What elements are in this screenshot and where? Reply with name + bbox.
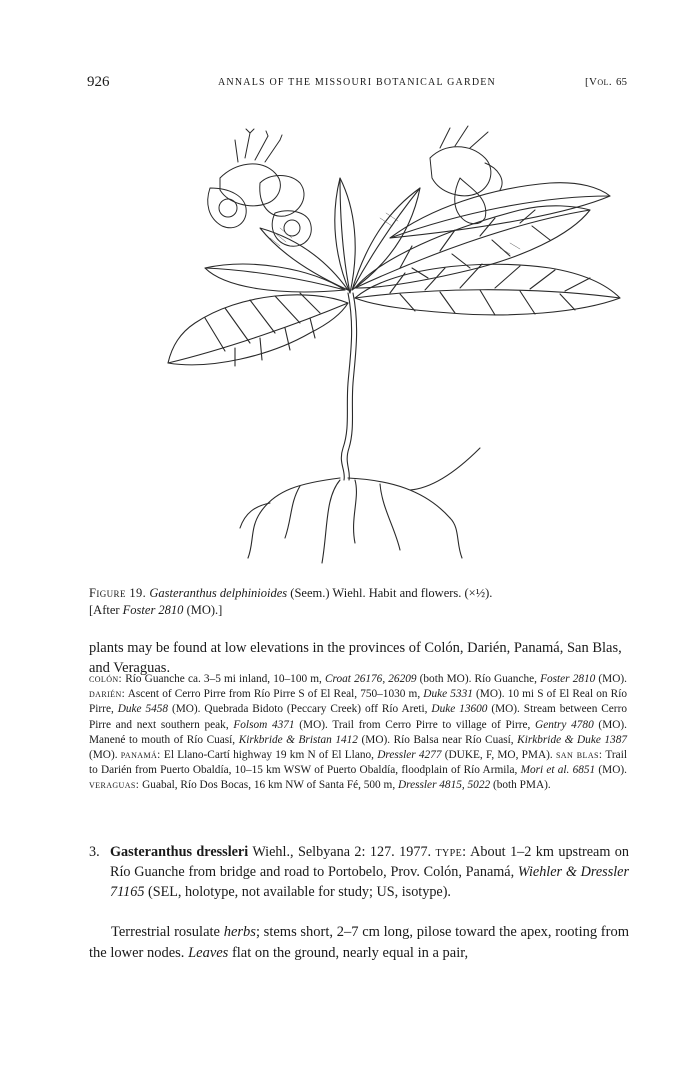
province-colon: colón: [89,673,123,685]
type-label: type: [435,844,467,860]
specimen-text: Guabal, Río Dos Bocas, 16 km NW of Santa Fé, 500 m, [139,779,398,792]
specimen-text: (MO). 10 mi S of El Real on Río Pirre, [89,688,627,716]
figure-source-collector: Foster 2810 [122,603,184,617]
specimen-text: Trail to Darién from Puerto Obaldía, 10–15 km WSW of Puerto Obaldía, floodplain of Río Armila, [89,749,627,777]
specimen-text: (both MO). Río Guanche, [416,673,541,685]
distribution-paragraph: plants may be found at low elevations in the provinces of Colón, Darién, Panamá, San Blas, and Veraguas. [89,640,622,676]
page-header [87,74,627,94]
specimen-text: (DUKE, F, MO, PMA). [441,749,556,762]
description-text: Terrestrial rosulate [111,924,224,940]
province-san-blas: san blas: [555,749,603,762]
specimen-text: (MO). Río Balsa near Río Cuasí, [357,733,518,746]
figure-source-suffix: (MO).] [183,603,223,617]
collector: Foster 2810 [540,673,596,685]
specimen-text: (MO). Stream between Cerro Pirre and next southern peak, [89,703,627,731]
description-text: flat on the ground, nearly equal in a pair, [228,945,469,961]
specimen-text: (MO). [595,673,627,685]
collector: Duke 13600 [431,703,488,716]
description-paragraph [89,922,629,964]
figure-authority: (Seem.) Wiehl. Habit and flowers. (×½). [290,586,493,600]
species-name: Gasteranthus dressleri [110,844,249,860]
type-text: About 1–2 km upstream on Río Guanche from bridge and road to Portobelo, Prov. Colón, Panamá, [110,844,629,880]
description-term: herbs [223,924,256,940]
specimen-text: (MO). [89,749,121,762]
specimen-text: (MO). Trail from Cerro Pirre to village of Pirre, [294,718,536,731]
collector: Dressler 4277 [377,749,442,762]
figure-source-prefix: [After [89,603,123,617]
species-citation: Wiehl., Selbyana 2: 127. 1977. [248,844,436,860]
figure-label: Figure 19. [89,586,147,600]
type-collector: Wiehler & Dressler 71165 [110,864,629,900]
collector: Folsom 4371 [233,718,295,731]
species-body [110,842,629,902]
specimen-text: Río Guanche ca. 3–5 mi inland, 10–100 m, [122,673,325,685]
specimen-text: El Llano-Cartí highway 19 km N of El Llano, [160,749,378,762]
running-title: ANNALS OF THE MISSOURI BOTANICAL GARDEN [218,77,496,88]
page-number: 926 [87,74,110,90]
figure-caption [89,585,627,619]
collector: Mori et al. 6851 [520,764,596,777]
collector: Kirkbride & Duke 1387 [517,733,627,746]
figure-species: Gasteranthus delphinioides [149,586,288,600]
collector: Croat 26176, 26209 [325,673,417,685]
specimen-text: (MO). Manené to mouth of Río Cuasí, [89,718,627,746]
description-term: Leaves [188,945,229,961]
specimen-text: (both PMA). [490,779,551,792]
specimen-text: (MO). Quebrada Bidoto (Peccary Creek) off Río Areti, [168,703,432,716]
province-veraguas: veraguas: [89,779,140,792]
collector: Duke 5458 [117,703,169,716]
specimen-text: Ascent of Cerro Pirre from Río Pirre S of El Real, 750–1030 m, [125,688,424,701]
specimen-text: (MO). [595,764,627,777]
province-panama: panamá: [120,749,161,762]
volume-number: 65 [616,76,627,88]
province-darien: darién: [89,688,126,701]
collector: Kirkbride & Bristan 1412 [238,733,358,746]
plant-illustration [150,118,630,573]
description-text: ; stems short, 2–7 cm long, pilose toward the apex, rooting from the lower nodes. [89,924,629,961]
volume-prefix: [Vol. [584,76,612,88]
collector: Gentry 4780 [535,718,594,731]
collector: Duke 5331 [423,688,473,701]
species-number: 3. [89,844,100,860]
specimens-examined [89,672,627,794]
type-text-end: (SEL, holotype, not available for study; US, isotype). [144,884,451,900]
volume-label [585,76,627,88]
collector: Dressler 4815, 5022 [397,779,491,792]
